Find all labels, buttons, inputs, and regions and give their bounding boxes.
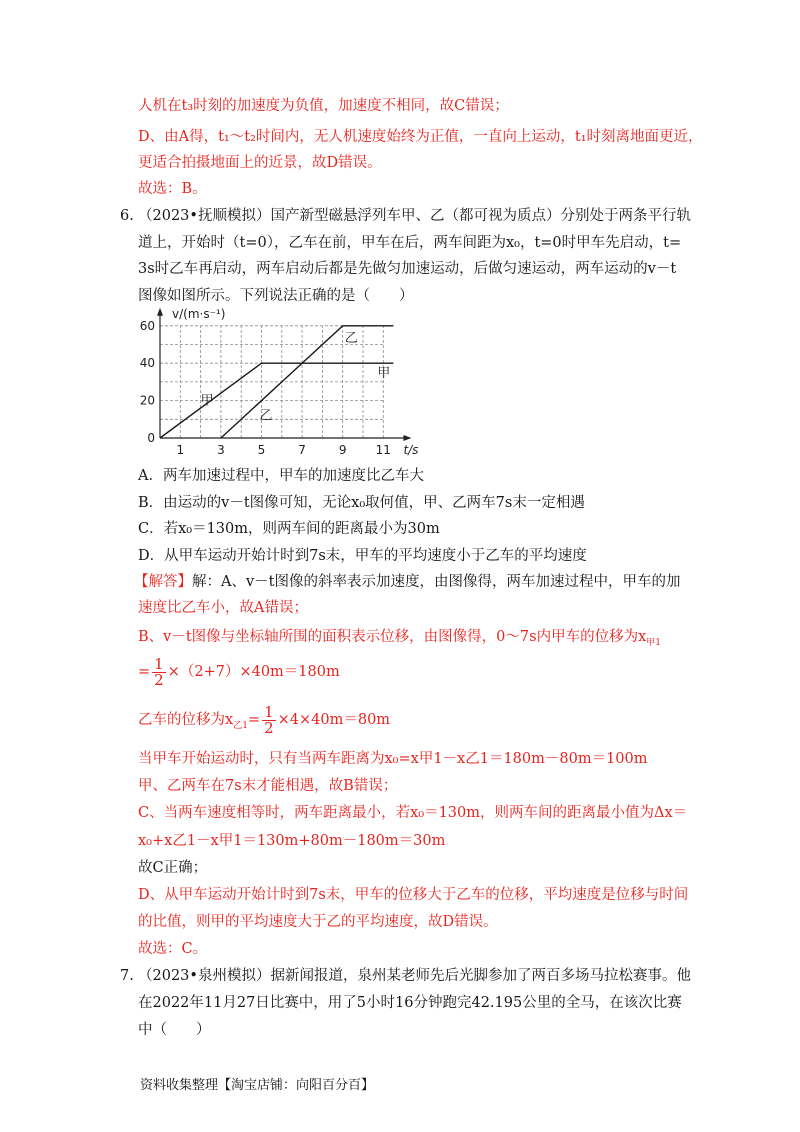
question-6-line-3: 3s时乙车再启动，两车启动后都是先做匀加速运动，后做匀速运动，两车运动的v－t <box>138 261 677 277</box>
answer-text-5b: ×4×40m＝80m <box>277 712 391 728</box>
series-label-jia-inline: 甲 <box>200 393 214 409</box>
answer-sub-3: 甲1 <box>646 637 661 648</box>
answer-tag: 【解答】 <box>134 574 192 590</box>
vt-chart <box>138 300 419 472</box>
question-6-number: 6. <box>120 208 134 224</box>
answer-text-4: ×（2+7）×40m＝180m <box>167 664 340 680</box>
fraction-numerator: 1 <box>154 654 164 673</box>
answer-line-7: 甲、乙两车在7s末才能相遇，故B错误； <box>138 778 398 794</box>
answer-line-12: 的比值，则甲的平均速度大于乙的平均速度，故D错误。 <box>138 914 498 930</box>
option-c[interactable]: C．若x₀＝130m，则两车间的距离最小为30m <box>138 521 440 537</box>
answer-line-2: 速度比乙车小，故A错误； <box>138 600 308 616</box>
series-label-yi-end: 乙 <box>344 330 358 346</box>
answer-line-6: 当甲车开始运动时，只有当两车距离为x₀=x甲1－x乙1＝180m－80m＝100m <box>138 751 648 767</box>
option-b[interactable]: B．由运动的v－t图像可知，无论x₀取何值，甲、乙两车7s末一定相遇 <box>138 495 585 511</box>
answer-eq-sign-2: = <box>247 712 261 728</box>
answer-sub-5: 乙1 <box>233 720 248 731</box>
question-7-line-1: （2023•泉州模拟）据新闻报道，泉州某老师先后光脚参加了两百多场马拉松赛事。他 <box>138 968 691 984</box>
fraction-denominator: 2 <box>154 670 164 689</box>
x-tick-label: 5 <box>257 443 266 457</box>
question-6-line-4: 图像如图所示。下列说法正确的是（ ） <box>138 288 414 304</box>
x-tick-label: 7 <box>298 443 306 457</box>
x-tick-label: 9 <box>338 443 347 457</box>
answer-line-13: 故选：C。 <box>138 941 208 957</box>
answer-text-3: B、v－t图像与坐标轴所围的面积表示位移，由图像得，0～7s内甲车的位移为x <box>138 629 647 645</box>
x-axis-label: t/s <box>403 443 419 457</box>
answer-line-11: D、从甲车运动开始计时到7s末，甲车的位移大于乙车的位移，平均速度是位移与时间 <box>138 887 689 903</box>
answer-line-8: C、当两车速度相等时，两车距离最小，若x₀＝130m，则两车间的距离最小值为Δx＝ <box>138 805 688 821</box>
x-axis-arrow <box>403 435 411 441</box>
answer-line-5 <box>138 703 390 743</box>
question-6-line-1: （2023•抚顺模拟）国产新型磁悬浮列车甲、乙（都可视为质点）分别处于两条平行轨 <box>138 208 691 224</box>
x-tick-label: 1 <box>176 443 185 457</box>
series-label-yi-inline: 乙 <box>259 408 273 424</box>
x-tick-label: 3 <box>217 443 225 457</box>
answer-text-1: 解：A、v－t图像的斜率表示加速度，由图像得，两车加速过程中，甲车的加 <box>192 574 681 590</box>
footer-note: 资料收集整理【淘宝店铺：向阳百分百】 <box>140 1078 375 1093</box>
y-tick-label: 40 <box>139 356 155 371</box>
origin-label: 0 <box>147 431 155 445</box>
option-a[interactable]: A．两车加速过程中，甲车的加速度比乙车大 <box>138 468 424 484</box>
chart-axes <box>157 308 411 441</box>
y-axis-label: v/(m·s⁻¹) <box>172 307 226 321</box>
fraction-half-2 <box>262 702 276 737</box>
answer-line-3 <box>138 627 661 653</box>
question-7-number: 7. <box>120 968 134 984</box>
answer-line-1 <box>134 572 681 592</box>
prev-answer-line-4: 故选：B。 <box>138 181 207 197</box>
y-axis-arrow <box>157 308 163 316</box>
y-tick-label: 20 <box>139 393 155 408</box>
option-d[interactable]: D．从甲车运动开始计时到7s末，甲车的平均速度小于乙车的平均速度 <box>138 548 587 564</box>
answer-line-9: x₀+x乙1－x甲1＝130m+80m－180m＝30m <box>138 833 446 849</box>
question-7-line-3: 中（ ） <box>138 1022 211 1038</box>
fraction-denominator: 2 <box>264 718 274 737</box>
prev-answer-line-3: 更适合拍摄地面上的近景，故D错误。 <box>138 155 382 171</box>
y-tick-label: 60 <box>139 318 155 333</box>
prev-answer-line-1: 人机在t₃时刻的加速度为负值，加速度不相同，故C错误； <box>138 98 509 114</box>
x-tick-label: 11 <box>375 443 391 457</box>
question-6-line-2: 道上，开始时（t=0），乙车在前，甲车在后，两车间距为x₀，t=0时甲车先启动，t= <box>138 235 682 251</box>
answer-line-4 <box>138 655 340 689</box>
prev-answer-line-2: D、由A得，t₁～t₂时间内，无人机速度始终为正值，一直向上运动，t₁时刻离地面更近， <box>138 129 703 145</box>
answer-eq-sign: = <box>138 664 151 680</box>
question-7-line-2: 在2022年11月27日比赛中，用了5小时16分钟跑完42.195公里的全马，在该次比赛 <box>138 995 682 1011</box>
fraction-half-1 <box>152 654 166 689</box>
answer-text-5a: 乙车的位移为x <box>138 712 234 728</box>
series-label-jia-end: 甲 <box>377 366 391 382</box>
answer-line-10: 故C正确； <box>138 860 208 876</box>
fraction-numerator: 1 <box>264 702 274 721</box>
